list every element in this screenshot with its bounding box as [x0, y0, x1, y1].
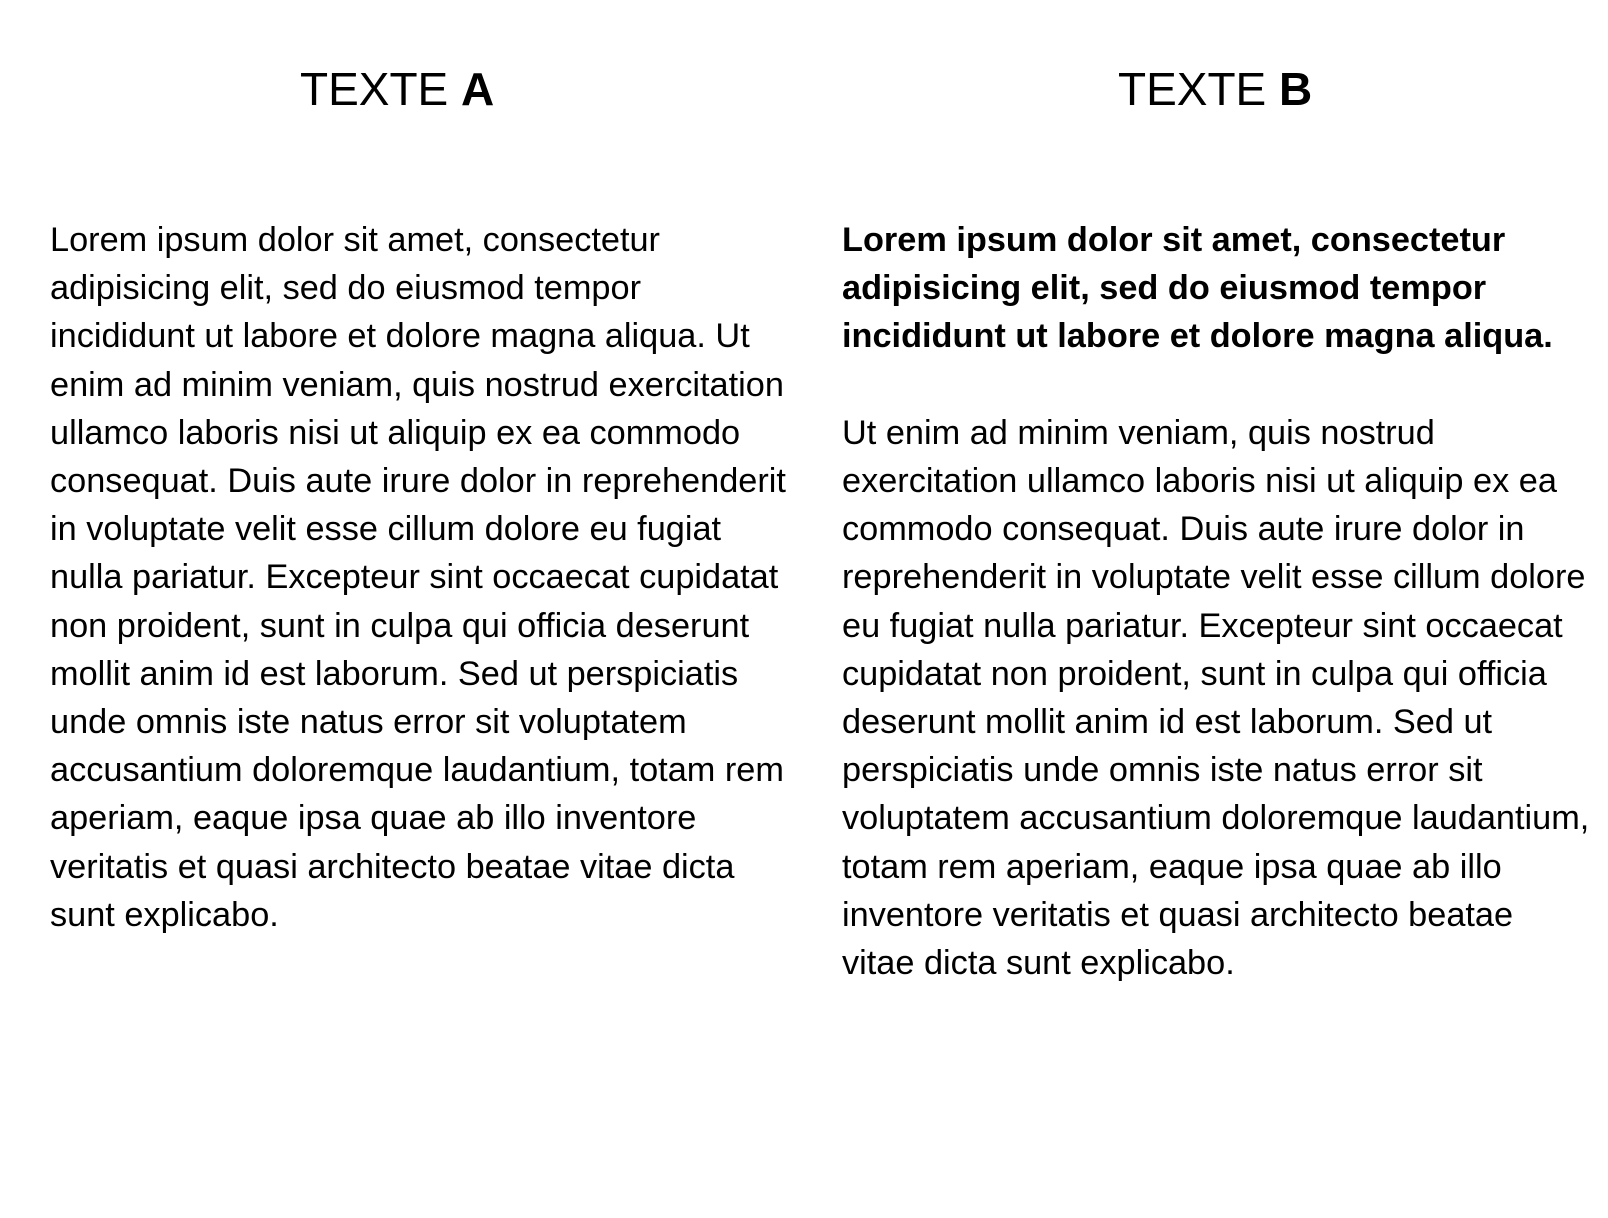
heading-a-letter: A: [461, 63, 495, 115]
text-a-body: Lorem ipsum dolor sit amet, consectetur adipisicing elit, sed do eiusmod tempor incididunt ut labore et dolore magna aliqua. Ut enim ad minim veniam, quis nostrud exercitation ullamco laboris nisi ut aliquip ex ea commodo consequat. Duis aute irure dolor in reprehenderit in voluptate velit esse cillum dolore eu fugiat nulla pariatur. Excepteur sint occaecat cupidatat non proident, sunt in culpa qui officia deserunt mollit anim id est laborum. Sed ut perspiciatis unde omnis iste natus error sit voluptatem accusantium doloremque laudantium, totam rem aperiam, eaque ipsa quae ab illo inventore veritatis et quasi architecto beatae vitae dicta sunt explicabo.: [50, 221, 786, 934]
heading-texte-b: [1118, 58, 1312, 120]
heading-a-word: TEXTE: [300, 63, 449, 115]
text-b-body: Ut enim ad minim veniam, quis nostrud exercitation ullamco laboris nisi ut aliquip ex ea commodo consequat. Duis aute irure dolor in reprehenderit in voluptate velit esse cillum dolore eu fugiat nulla pariatur. Excepteur sint occaecat cupidatat non proident, sunt in culpa qui officia deserunt mollit anim id est laborum. Sed ut perspiciatis unde omnis iste natus error sit voluptatem accusantium doloremque laudantium, totam rem aperiam, eaque ipsa quae ab illo inventore veritatis et quasi architecto beatae vitae dicta sunt explicabo.: [842, 413, 1590, 983]
heading-b-letter: B: [1279, 63, 1313, 115]
heading-texte-a: [300, 58, 494, 120]
text-b-column: [842, 216, 1592, 987]
text-b-lead: Lorem ipsum dolor sit amet, consectetur adipisicing elit, sed do eiusmod tempor incididunt ut labore et dolore magna aliqua.: [842, 221, 1553, 356]
text-a-column: [50, 216, 790, 939]
heading-b-word: TEXTE: [1118, 63, 1267, 115]
